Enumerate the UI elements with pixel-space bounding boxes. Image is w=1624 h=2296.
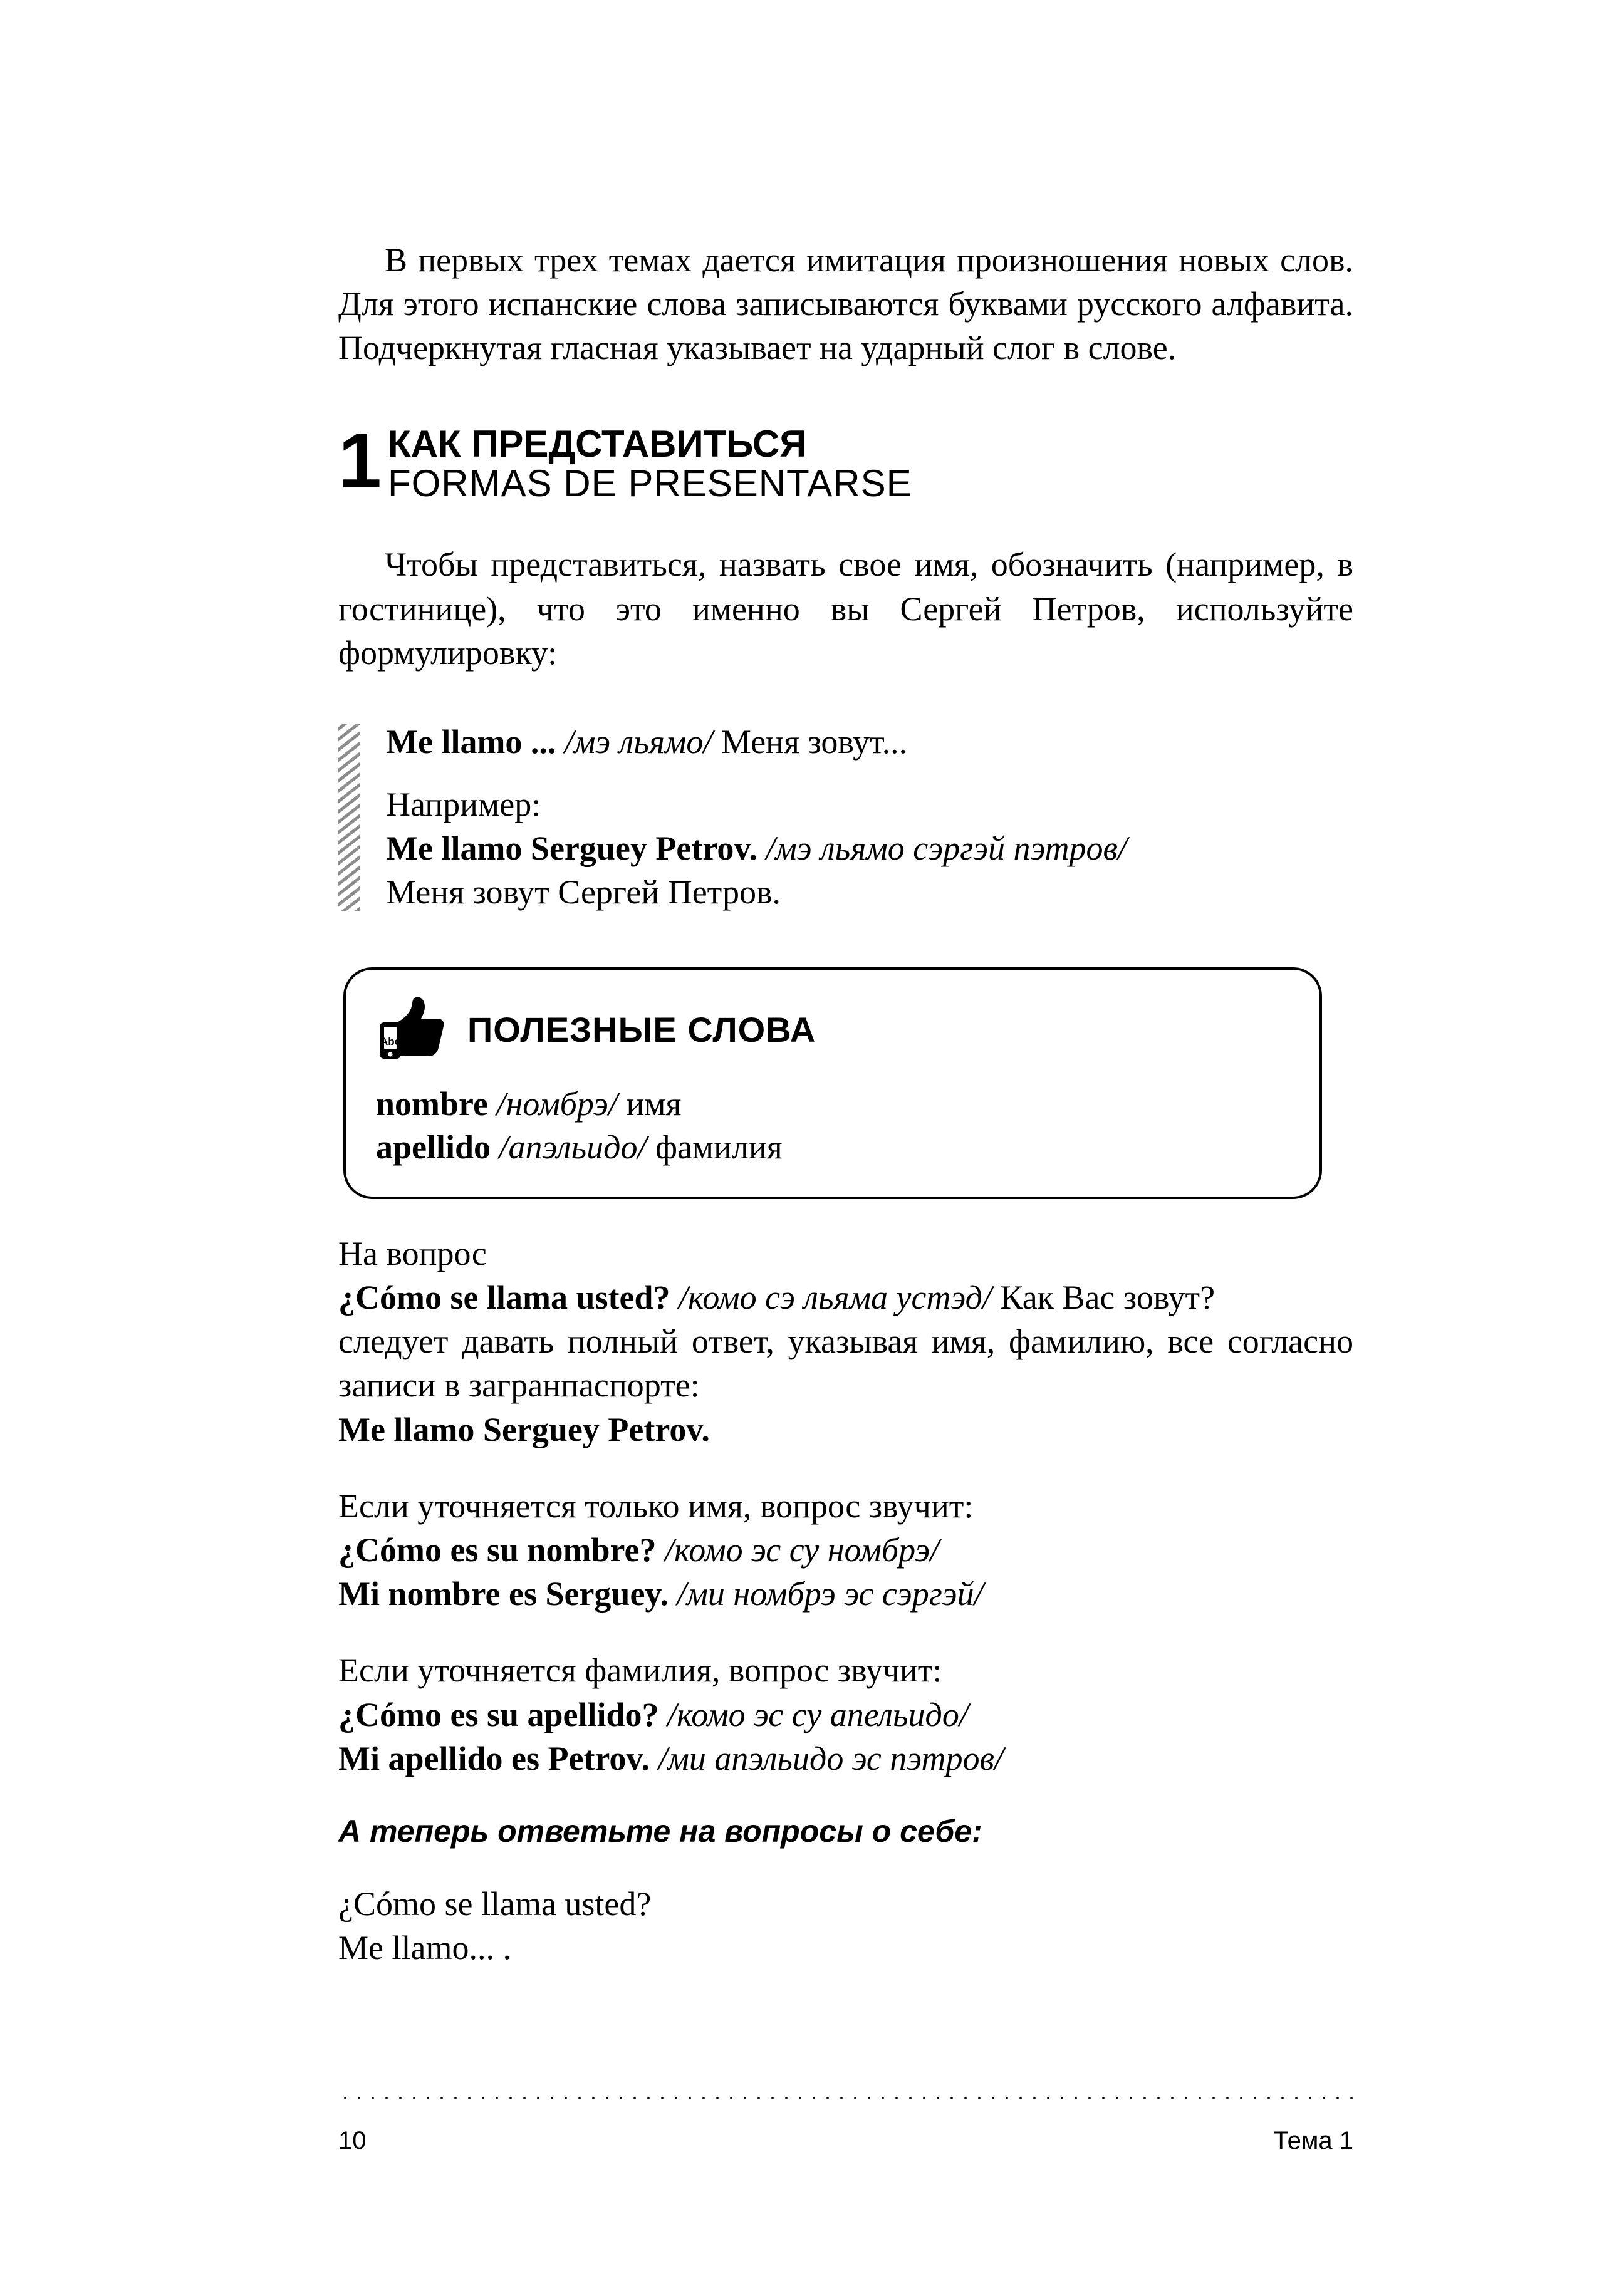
word-entry-es: apellido: [376, 1128, 491, 1166]
svg-text:Abc: Abc: [380, 1035, 401, 1047]
question-1-phonetic: /комо сэ льяма устэд/: [678, 1279, 992, 1317]
task-question: ¿Cómo se llama usted?: [338, 1884, 652, 1923]
question-3-es: ¿Cómo es su apellido?: [338, 1695, 659, 1733]
section-titles: [388, 424, 912, 504]
useful-words-header: [376, 995, 1291, 1065]
question-2: [338, 1528, 1353, 1572]
question-3-phonetic: /комо эс су апельидо/: [667, 1695, 969, 1733]
thumbs-up-abc-icon: [376, 995, 449, 1065]
question-3-lead: Если уточняется фамилия, вопрос звучит:: [338, 1651, 942, 1690]
page-content: [338, 238, 1353, 1970]
section-title-es: FORMAS DE PRESENTARSE: [387, 462, 912, 504]
question-2-phonetic: /комо эс су номбрэ/: [665, 1531, 940, 1569]
question-1-lead: На вопрос: [338, 1234, 487, 1272]
task-answer: Me llamo... .: [338, 1929, 511, 1967]
word-entry: [376, 1083, 1291, 1126]
word-entry-phonetic: /номбрэ/: [496, 1084, 618, 1123]
question-3-answer-es: Mi apellido es Petrov.: [338, 1739, 650, 1777]
question-2-lead: Если уточняется только имя, вопрос звучит:: [338, 1487, 974, 1525]
intro-paragraph: В первых трех темах дается имитация произношения новых слов. Для этого испанские слова записываются буквами русского алфавита. Подчеркнутая гласная указывает на ударный слог в слове.: [338, 241, 1353, 367]
word-entry-es: nombre: [376, 1084, 489, 1123]
question-1: [338, 1275, 1353, 1319]
example-intro-label: Например:: [386, 786, 541, 824]
section-heading: [338, 417, 1353, 504]
footer-divider: [338, 2096, 1353, 2101]
example-phrase-phonetic: /мэ льямо/: [564, 722, 713, 761]
question-2-es: ¿Cómo es su nombre?: [338, 1531, 657, 1569]
question-2-answer-es: Mi nombre es Serguey.: [338, 1575, 669, 1613]
section-number: 1: [338, 417, 379, 504]
question-1-es: ¿Cómo se llama usted?: [338, 1279, 670, 1317]
question-1-answer: Me llamo Serguey Petrov.: [338, 1410, 710, 1448]
question-2-answer-phonetic: /ми номбрэ эс сэргэй/: [677, 1575, 984, 1613]
example-phrase-ru: Меня зовут...: [721, 722, 908, 761]
useful-words-title: ПОЛЕЗНЫЕ СЛОВА: [467, 1010, 816, 1050]
question-3-answer-phonetic: /ми апэльидо эс пэтров/: [658, 1739, 1004, 1777]
example-line-3: [386, 826, 1353, 870]
example-line-1: [386, 720, 1353, 764]
word-entry-phonetic: /апэльидо/: [499, 1128, 647, 1166]
example-sentence-es: Me llamo Serguey Petrov.: [386, 829, 757, 868]
word-entry-ru: имя: [626, 1084, 682, 1123]
section-title-ru: КАК ПРЕДСТАВИТЬСЯ: [387, 422, 807, 465]
example-sentence-phonetic: /мэ льямо сэргэй пэтров/: [766, 829, 1127, 868]
example-block: [338, 720, 1353, 915]
question-1-follow: следует давать полный ответ, указывая имя, фамилию, все согласно записи в загранпаспорте:: [338, 1322, 1353, 1405]
word-entry-ru: фамилия: [655, 1128, 783, 1166]
useful-words-box: [343, 967, 1322, 1199]
task-heading: А теперь ответьте на вопросы о себе:: [338, 1813, 982, 1849]
hatched-side-bar: [338, 724, 360, 911]
footer-topic-label: Тема 1: [1273, 2127, 1353, 2154]
question-2-answer: [338, 1572, 1353, 1616]
example-sentence-ru: Меня зовут Сергей Петров.: [386, 873, 781, 912]
word-entry: [376, 1126, 1291, 1169]
section-intro-paragraph: Чтобы представиться, назвать свое имя, обозначить (например, в гостинице), что это именно вы Сергей Петров, используйте формулировку:: [338, 546, 1353, 672]
question-3: [338, 1693, 1353, 1737]
question-1-ru: Как Вас зовут?: [1000, 1279, 1215, 1317]
example-phrase-es: Me llamo ...: [386, 722, 556, 761]
question-3-answer: [338, 1737, 1353, 1780]
page-number: 10: [338, 2127, 367, 2154]
